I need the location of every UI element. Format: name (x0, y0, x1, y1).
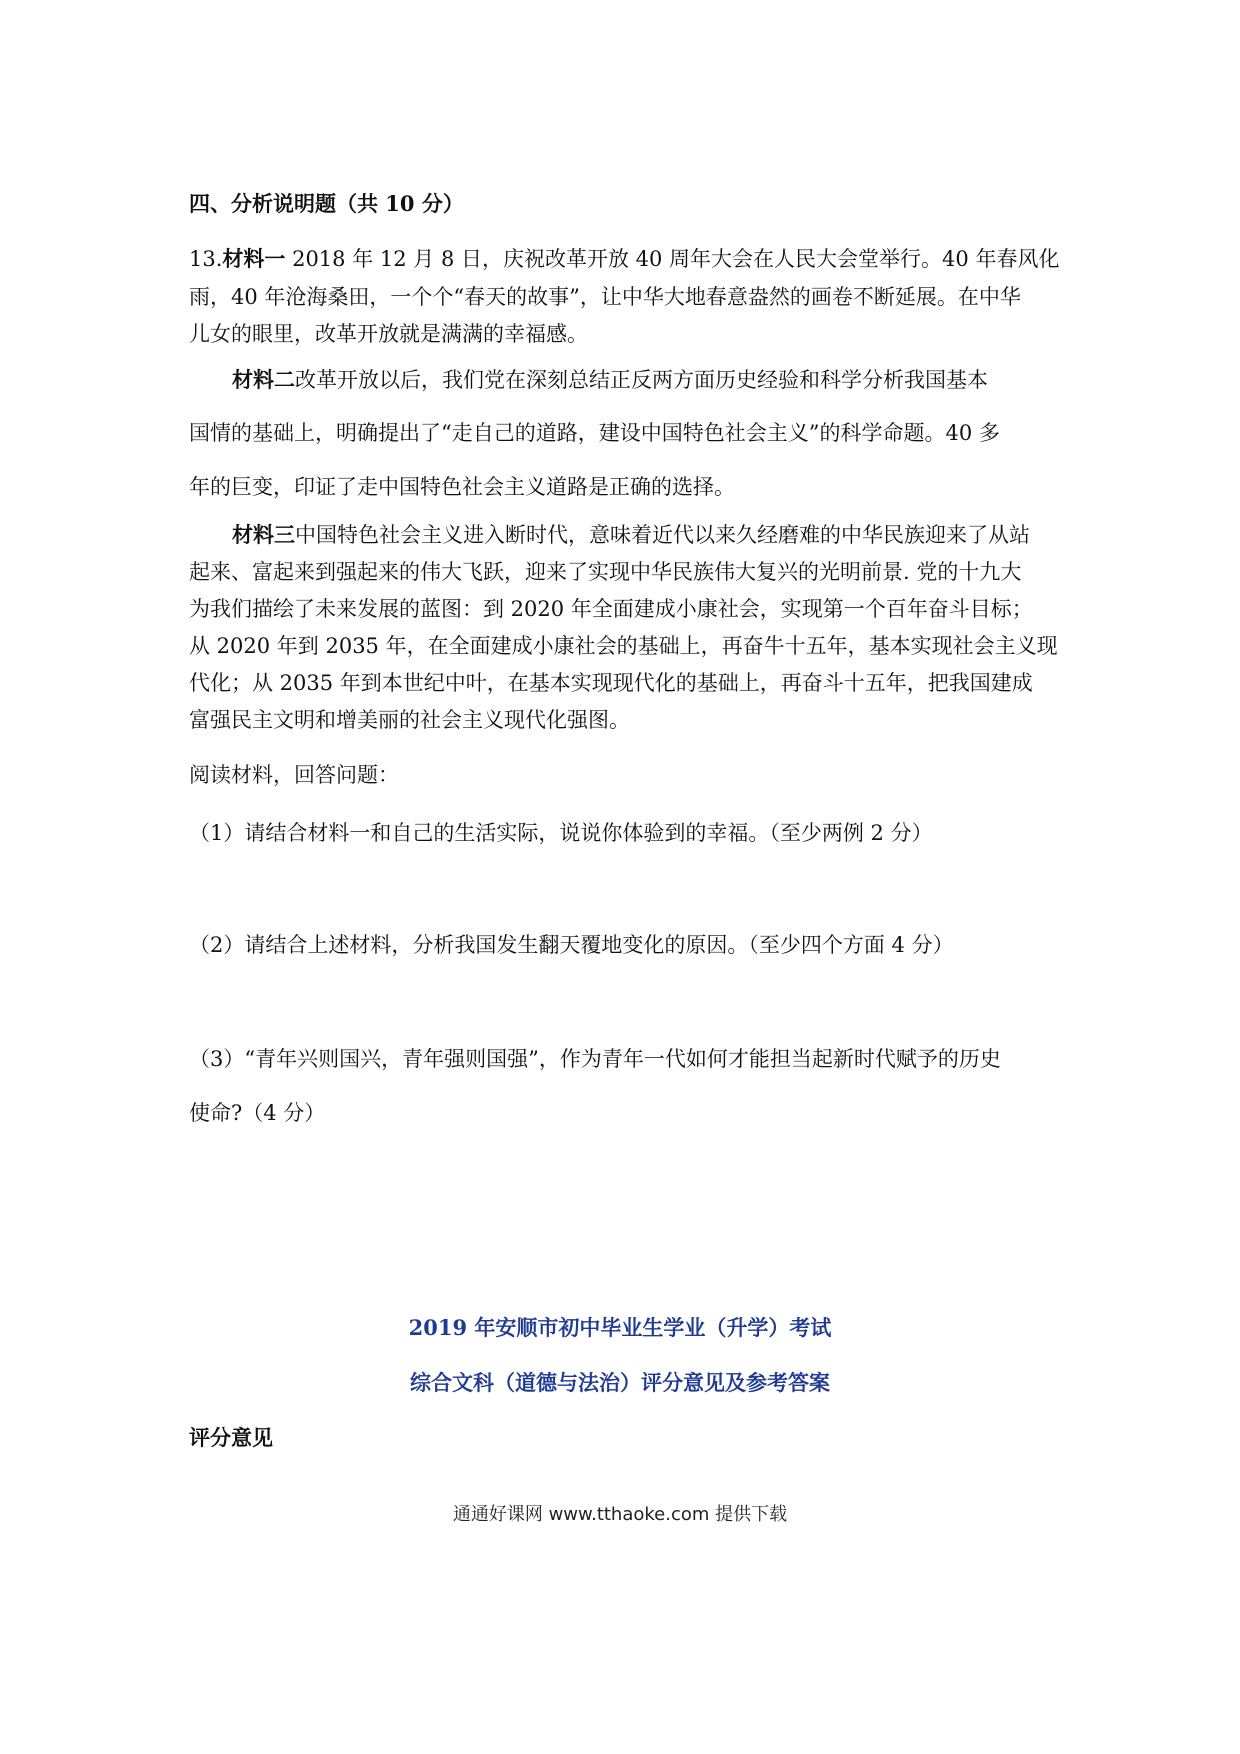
material3-text-1: 中国特色社会主义进入断时代，意味着近代以来久经磨难的中华民族迎来了从站 (295, 523, 1030, 547)
material3-label: 材料三 (232, 522, 295, 547)
answer-title-1: 2019 年安顺市初中毕业生学业（升学）考试 (408, 1315, 832, 1340)
material2-line1 (232, 367, 988, 393)
material2-label: 材料二 (232, 367, 295, 392)
sub-question-2: （2）请结合上述材料，分析我国发生翻天覆地变化的原因。（至少四个方面 4 分） (189, 933, 954, 957)
material1-text-1: 2018 年 12 月 8 日，庆祝改革开放 40 周年大会在人民大会堂举行。40 年春风化 (285, 247, 1060, 271)
material1-label: 材料一 (222, 246, 286, 271)
q13-material1-line1 (189, 246, 1059, 272)
reading-prompt: 阅读材料，回答问题： (189, 763, 399, 787)
material2-text-2: 国情的基础上，明确提出了“走自己的道路，建设中国特色社会主义”的科学命题。40 多 (189, 421, 1000, 445)
sub-question-1: （1）请结合材料一和自己的生活实际，说说你体验到的幸福。（至少两例 2 分） (189, 821, 933, 845)
material3-text-4: 从 2020 年到 2035 年，在全面建成小康社会的基础上，再奋牛十五年，基本实现社会主义现 (189, 634, 1058, 658)
material1-text-2: 雨，40 年沧海桑田，一个个“春天的故事”，让中华大地春意盎然的画卷不断延展。在中华 (189, 285, 1021, 309)
sub-question-3-line1: （3）“青年兴则国兴，青年强则国强”，作为青年一代如何才能担当起新时代赋予的历史 (189, 1047, 1001, 1071)
material3-text-3: 为我们描绘了未来发展的蓝图：到 2020 年全面建成小康社会，实现第一个百年奋斗目标； (189, 597, 1033, 621)
answer-title-2: 综合文科（道德与法治）评分意见及参考答案 (410, 1370, 830, 1395)
material2-text-3: 年的巨变，印证了走中国特色社会主义道路是正确的选择。 (189, 475, 735, 499)
sub-question-3-line2: 使命?（4 分） (189, 1101, 326, 1125)
q13-number: 13. (189, 247, 223, 271)
material3-text-6: 富强民主文明和增美丽的社会主义现代化强图。 (189, 708, 630, 732)
section-heading: 四、分析说明题（共 10 分） (189, 191, 464, 216)
material1-text-3: 儿女的眼里，改革开放就是满满的幸福感。 (189, 322, 588, 346)
material3-line1 (232, 522, 1030, 548)
material3-text-2: 起来、富起来到强起来的伟大飞跃，迎来了实现中华民族伟大复兴的光明前景. 党的十九大 (189, 560, 1022, 584)
scoring-subheading: 评分意见 (189, 1425, 273, 1450)
material3-text-5: 代化；从 2035 年到本世纪中叶，在基本实现现代化的基础上，再奋斗十五年，把我国建成 (189, 671, 1033, 695)
footer-text: 通通好课网 www.tthaoke.com 提供下载 (452, 1504, 788, 1525)
material2-text-1: 改革开放以后，我们党在深刻总结正反两方面历史经验和科学分析我国基本 (295, 368, 988, 392)
